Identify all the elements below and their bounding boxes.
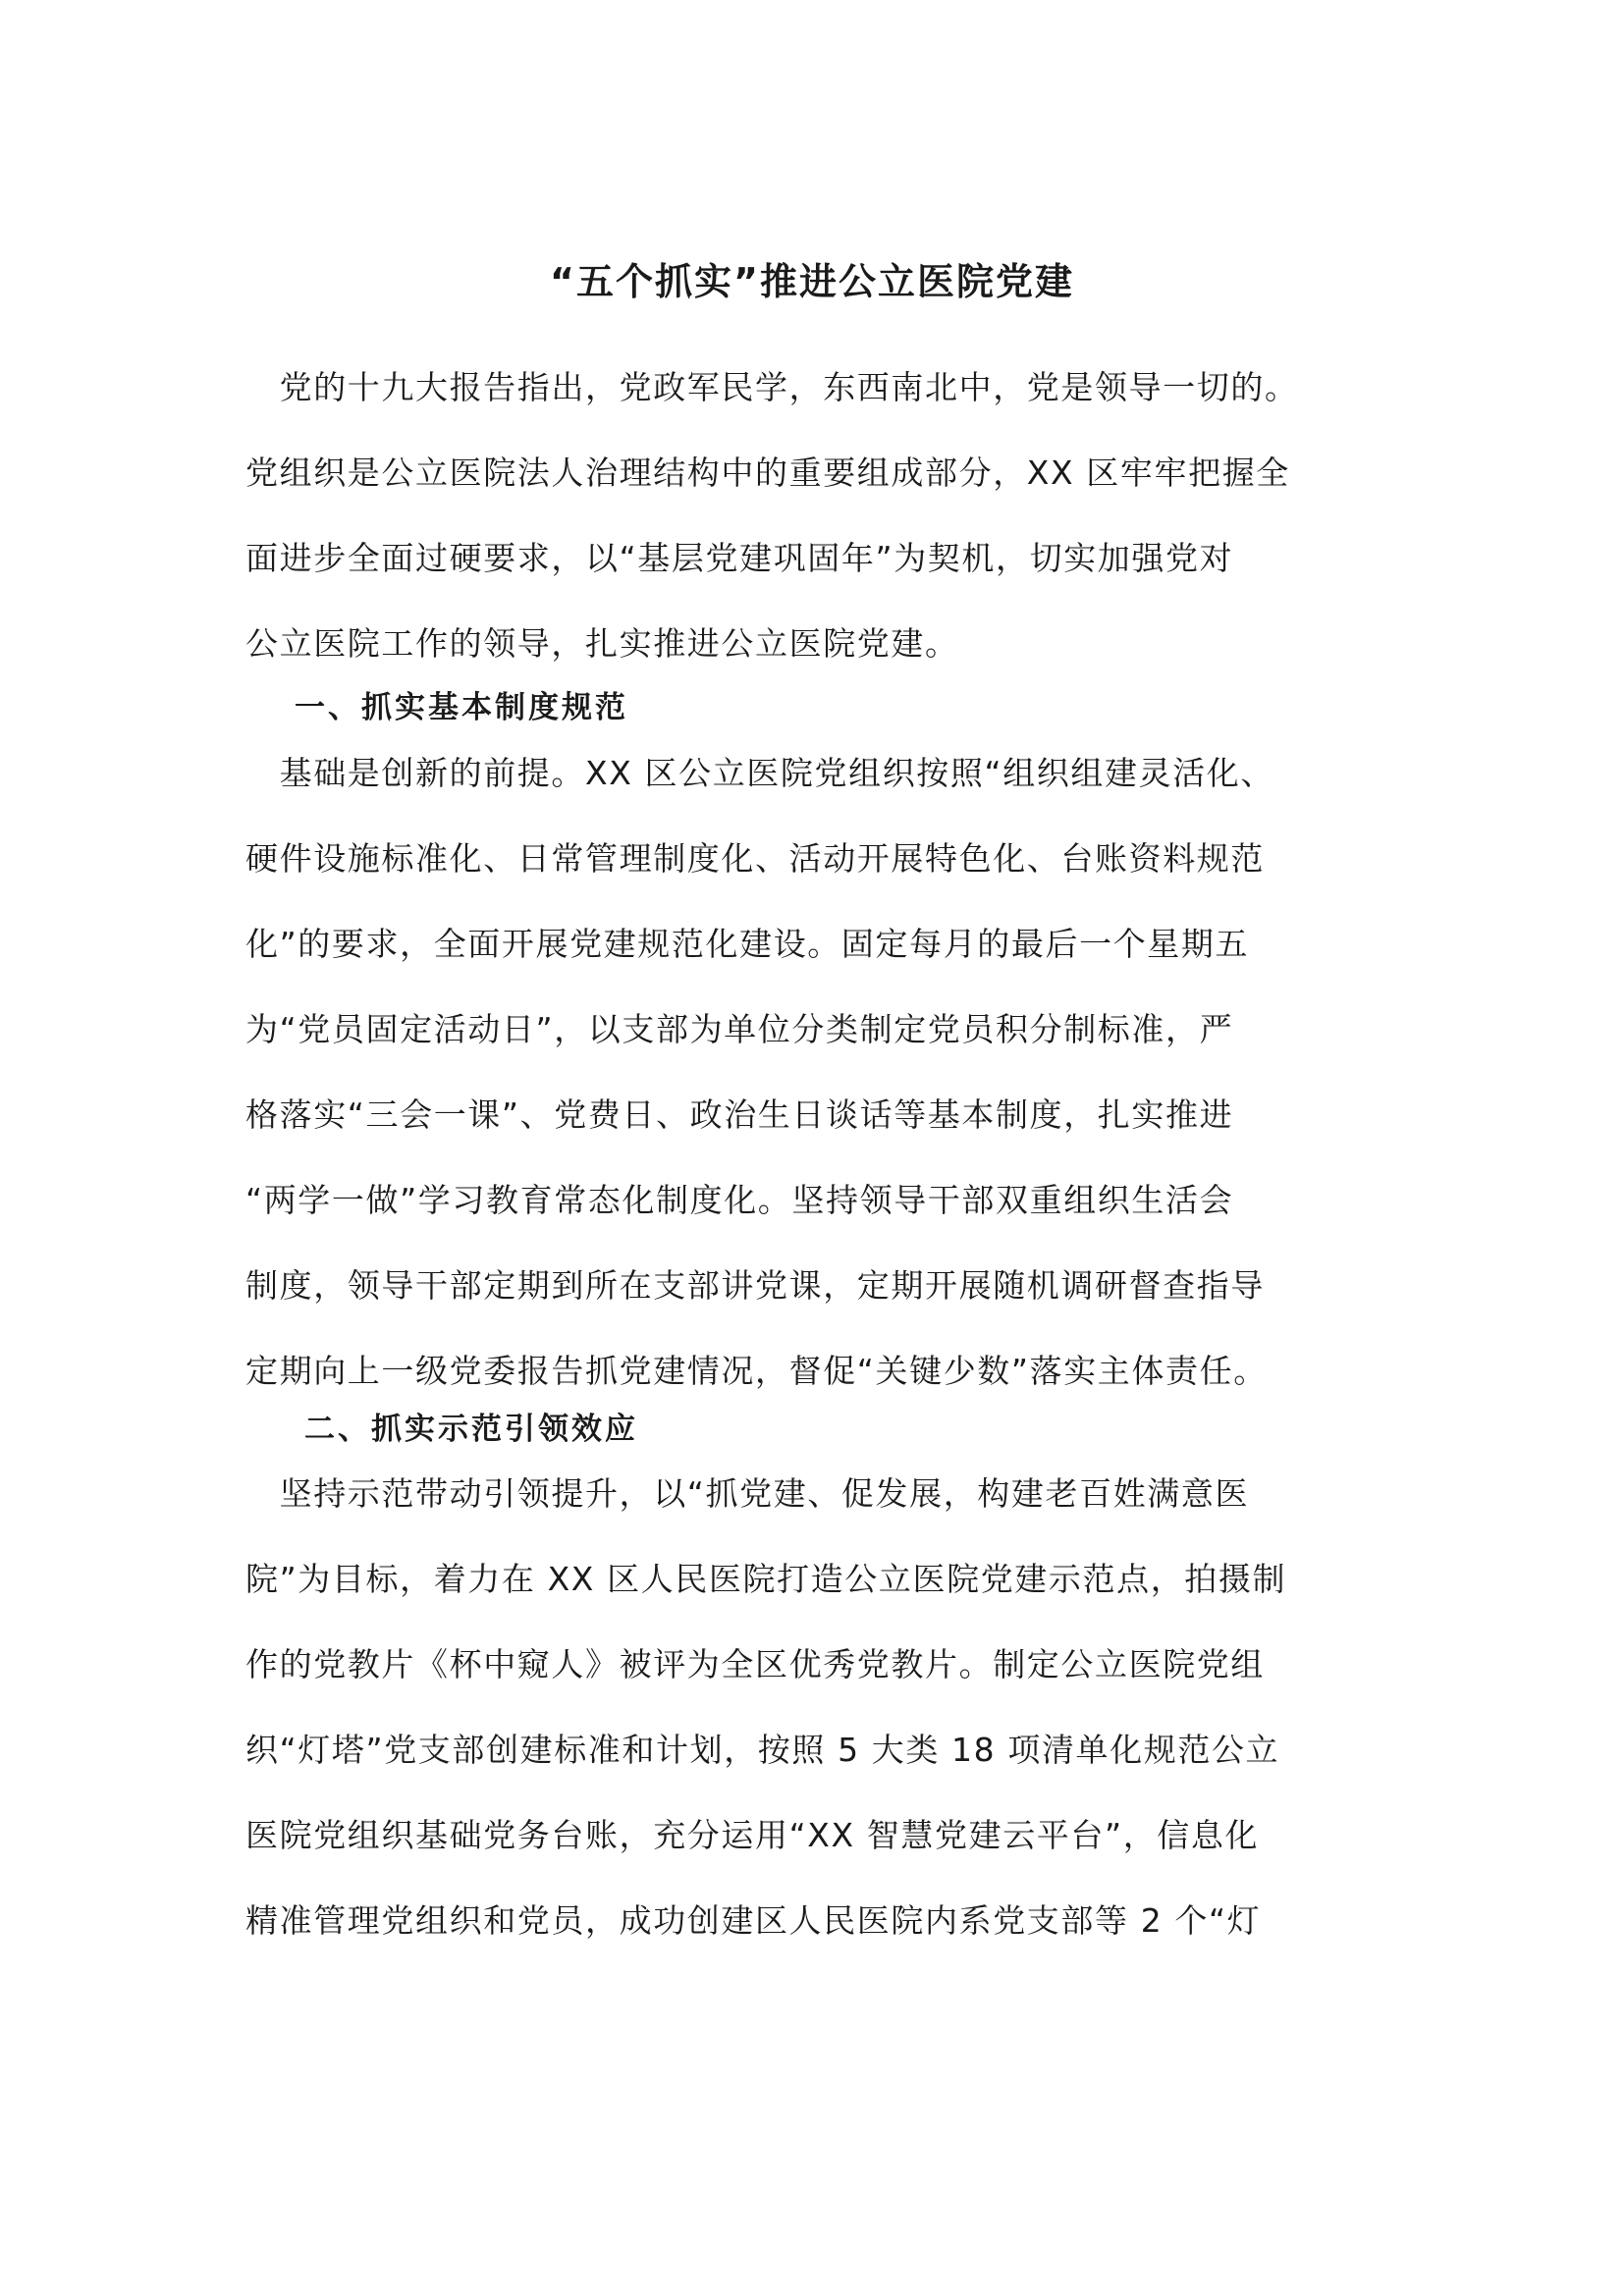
section-heading-2: 二、抓实示范引领效应 — [304, 1412, 638, 1447]
intro-paragraph: 党的十九大报告指出，党政军民学，东西南北中，党是领导一切的。 党组织是公立医院法人治理结构中的重要组成部分，XX 区牢牢把握全 面进步全面过硬要求，以“基层党建巩固年”为契机，切实加强党对 公立医院工作的领导，扎实推进公立医院党建。 — [245, 368, 1299, 663]
document-title: “五个抓实”推进公立医院党建 — [550, 260, 1074, 304]
section2-paragraph: 坚持示范带动引领提升，以“抓党建、促发展，构建老百姓满意医 院”为目标，着力在 XX 区人民医院打造公立医院党建示范点，拍摄制 作的党教片《杯中窥人》被评为全区优秀党教片。制定公立医院党组 织“灯塔”党支部创建标准和计划，按照 5 大类 18 项清单化规范公立 医院党组织基础党务台账，充分运用“XX 智慧党建云平台”，信息化 精准管理党组织和党员，成功创建区人民医院内系党支部等 2 个“灯 — [245, 1474, 1287, 1940]
section1-paragraph: 基础是创新的前提。XX 区公立医院党组织按照“组织组建灵活化、 硬件设施标准化、日常管理制度化、活动开展特色化、台账资料规范 化”的要求，全面开展党建规范化建设。固定每月的最后一个星期五 为“党员固定活动日”，以支部为单位分类制定党员积分制标准，严 格落实“三会一课”、党费日、政治生日谈话等基本制度，扎实推进 “两学一做”学习教育常态化制度化。坚持领导干部双重组织生活会 制度，领导干部定期到所在支部讲党课，定期开展随机调研督查指导 定期向上一级党委报告抓党建情况，督促“关键少数”落实主体责任。 — [245, 754, 1274, 1390]
section-heading-1: 一、抓实基本制度规范 — [295, 690, 628, 725]
